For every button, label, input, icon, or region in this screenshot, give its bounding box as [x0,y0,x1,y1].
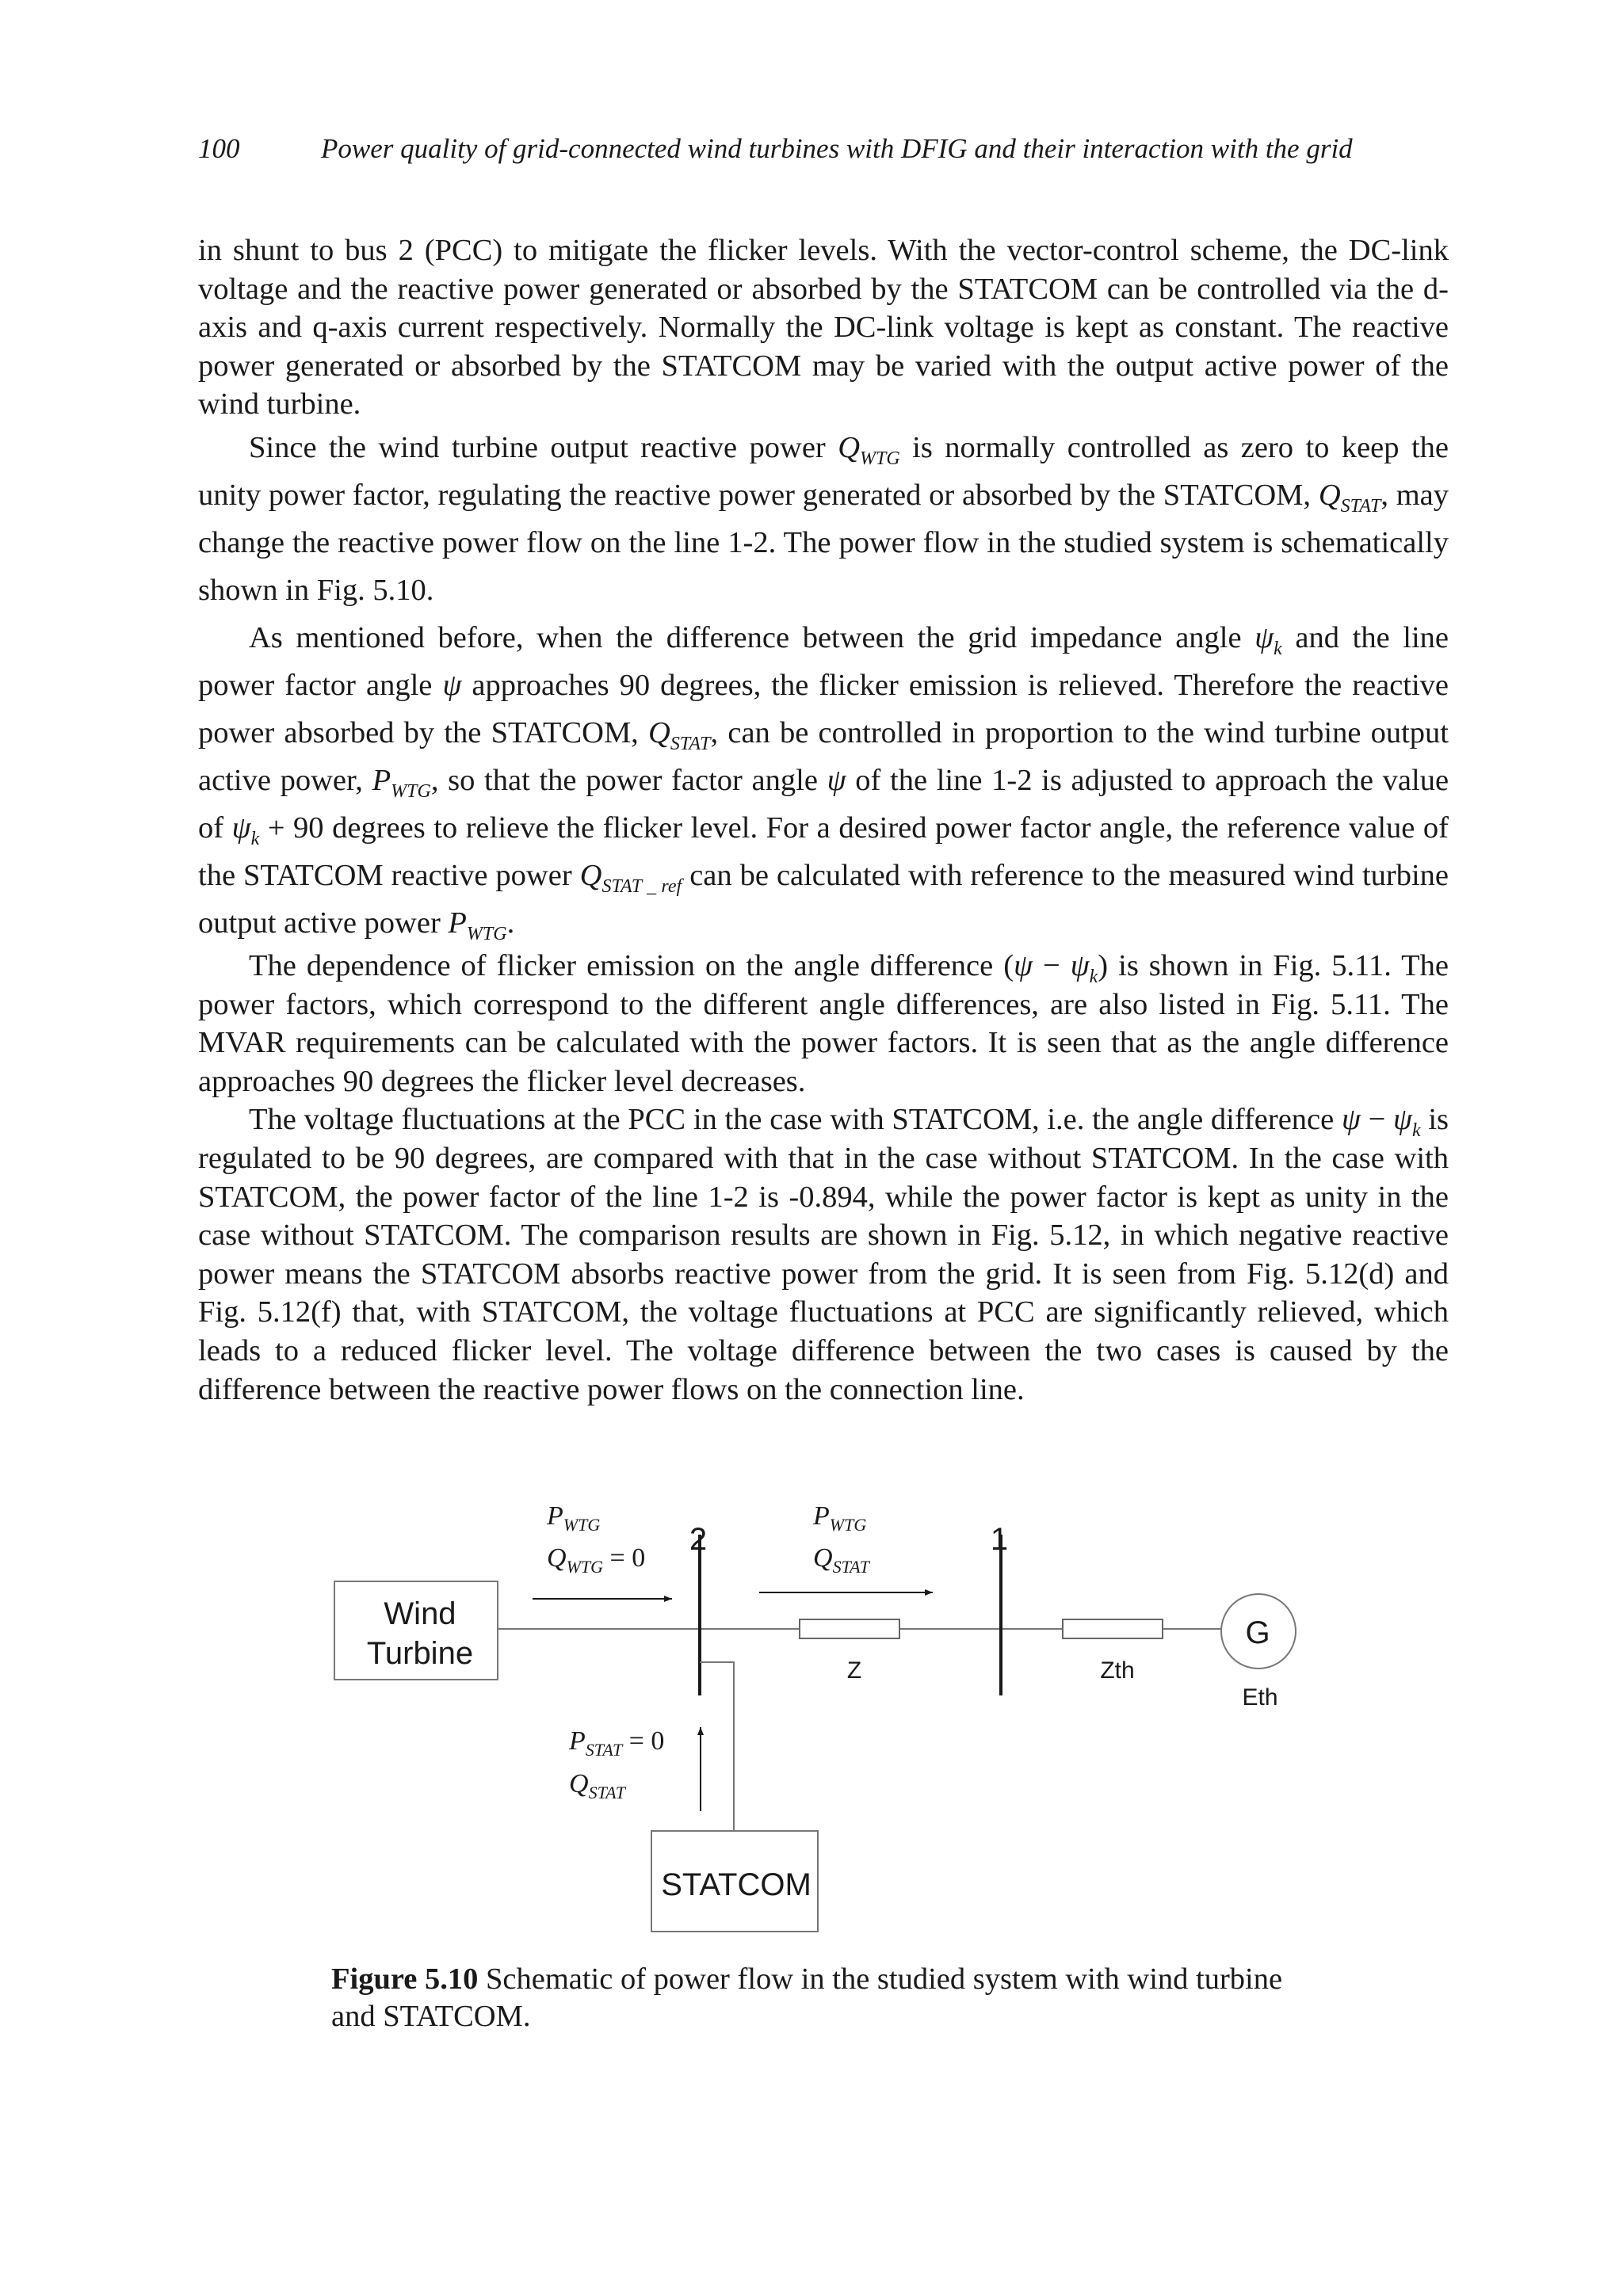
impedance-z [800,1619,899,1638]
impedance-zth-label: Zth [1100,1657,1135,1684]
page-number: 100 [198,133,240,164]
bus-2-label: 2 [689,1522,708,1557]
wind-turbine-label: Wind [384,1596,456,1631]
math-psi-minus-psi-k: $\psi - \psi_k$ [1341,1103,1421,1142]
wind-turbine-label: Turbine [366,1636,474,1671]
figure-label: Figure 5.10 [331,1962,479,1996]
math-psi: ψ [442,668,462,702]
math-q-stat: $Q_{STAT}$ [648,715,711,754]
generator-label: G [1245,1615,1270,1650]
running-title: Power quality of grid-connected wind turbines with DFIG and their interaction with the grid [321,133,1353,164]
impedance-zth [1063,1619,1163,1638]
paragraph-5: The voltage fluctuations at the PCC in the case with STATCOM, i.e. the angle difference $\psi - \psi_k$ is regulated to be 90 degrees, are compared with that in the case without STATCOM. In the case with STATCOM, the power factor of the line 1-2 is -0.894, while the power factor is kept as unity in the case without STATCOM. The comparison results are shown in Fig. 5.12, in which negative reactive power means the STATCOM absorbs reactive power from the grid. It is seen from Fig. 5.12(d) and Fig. 5.12(f) that, with STATCOM, the voltage fluctuations at PCC are significantly relieved, which leads to a reduced flicker level. The voltage difference between the two cases is caused by the difference between the reactive power flows on the connection line. [198,1103,1449,1406]
paragraph-2: Since the wind turbine output reactive power $Q_{WTG}$ is normally controlled as zero to keep the unity power factor, regulating the reactive power generated or absorbed by the STATCOM, $Q_{STAT}$, may change the reactive power flow on the line 1-2. The power flow in the studied system is schematically shown in Fig. 5.10. [198,430,1449,607]
label-p-wtg-left: $P_{WTG}$ [547,1501,601,1535]
label-q-wtg-left: $Q_{WTG} = 0$ [547,1543,646,1577]
bus-1-label: 1 [990,1522,1009,1557]
label-p-stat: $P_{STAT} = 0$ [569,1726,665,1760]
math-q-wtg: $Q_{WTG}$ [838,430,900,469]
eth-label: Eth [1242,1684,1278,1711]
math-q-stat: $Q_{STAT}$ [1318,478,1381,517]
math-psi-k-plus-90: $\psi_k + 90$ [231,810,324,849]
math-p-wtg: $P_{WTG}$ [448,906,507,944]
paragraph-1: in shunt to bus 2 (PCC) to mitigate the flicker levels. With the vector-control scheme, the DC-link voltage and the reactive power generated or absorbed by the STATCOM can be controlled via the d-axis and q-axis current respectively. Normally the DC-link voltage is kept as constant. The reactive power generated or absorbed by the STATCOM may be varied with the output active power of the wind turbine. [198,234,1449,421]
math-p-wtg: $P_{WTG}$ [372,763,431,802]
label-q-stat-right: $Q_{STAT}$ [813,1543,870,1577]
math-psi: ψ [827,763,846,797]
paragraph-3: As mentioned before, when the difference between the grid impedance angle $\psi_k$ and the line power factor angle ψ approaches 90 degrees, the flicker emission is relieved. Therefore the reactive power absorbed by the STATCOM, $Q_{STAT}$, can be controlled in proportion to the wind turbine output active power, $P_{WTG}$, so that the power factor angle ψ of the line 1-2 is adjusted to approach the value of $\psi_k + 90$ degrees to relieve the flicker level. For a desired power factor angle, the reference value of the STATCOM reactive power $Q_{STAT \_ ref}$ can be calculated with reference to the measured wind turbine output active power $P_{WTG}$. [198,620,1449,944]
paragraph-4: The dependence of flicker emission on the angle difference $(\psi - \psi_k)$ is shown in Fig. 5.11. The power factors, which correspond to the different angle differences, are also listed in Fig. 5.11. The MVAR requirements can be calculated with the power factors. It is seen that as the angle difference approaches 90 degrees the flicker level decreases. [198,948,1449,1098]
label-p-wtg-right: $P_{WTG}$ [813,1501,867,1535]
label-q-stat: $Q_{STAT}$ [569,1769,626,1802]
statcom-connection [700,1662,734,1831]
figure-caption [331,1961,1322,2035]
statcom-label: STATCOM [661,1867,812,1902]
impedance-z-label: Z [846,1657,862,1684]
math-psi-minus-psi-k: $\psi - \psi_k$ [1014,948,1098,987]
caption-text: Schematic of power flow in the studied system with wind turbine and STATCOM. [331,1962,1283,2033]
math-q-stat-ref: $Q_{STAT \_ ref}$ [579,858,682,897]
math-psi-k: $\psi_k$ [1254,620,1282,659]
